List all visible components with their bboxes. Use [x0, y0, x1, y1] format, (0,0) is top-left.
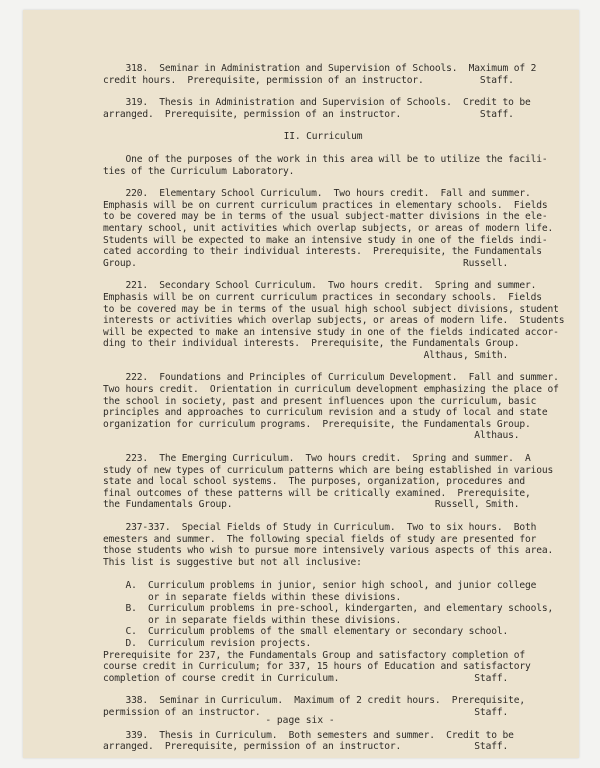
section-intro	[103, 153, 548, 177]
text-line: the Fundamentals Group. Russell, Smith.	[103, 499, 520, 511]
text-line: 221. Secondary School Curriculum. Two hours credit. Spring and summer.	[103, 280, 537, 292]
text-line: One of the purposes of the work in this area will be to utilize the facili-	[103, 153, 548, 165]
list-item: D. Curriculum revision projects.	[103, 637, 312, 649]
text-line: 222. Foundations and Principles of Curriculum Development. Fall and summer.	[103, 372, 559, 384]
text-line: to be covered may be in terms of the usual high school subject divisions, student	[103, 303, 559, 315]
text-line: This list is suggestive but not all inclusive:	[103, 556, 362, 568]
text-line: arranged. Prerequisite, permission of an instructor. Staff.	[103, 108, 514, 120]
text-line: completion of course credit in Curriculum. Staff.	[103, 672, 509, 684]
text-line: ding to their individual interests. Prerequisite, the Fundamentals Group.	[103, 338, 520, 350]
document-page	[23, 10, 579, 758]
text-line: mentary school, unit activities which overlap subjects, or areas of modern life.	[103, 222, 554, 234]
text-line: Two hours credit. Orientation in curriculum development emphasizing the place of	[103, 384, 559, 396]
course-339	[103, 730, 543, 753]
list-item: B. Curriculum problems in pre-school, kindergarten, and elementary schools,	[103, 603, 554, 615]
text-line: will be expected to make an intensive study in one of the fields indicated accor-	[103, 326, 559, 338]
list-item: A. Curriculum problems in junior, senior high school, and junior college	[103, 579, 537, 591]
text-line: arranged. Prerequisite, permission of an instructor. Staff.	[103, 741, 509, 753]
text-line: those students who wish to pursue more intensively various aspects of this area.	[103, 545, 554, 557]
text-line: ties of the Curriculum Laboratory.	[103, 165, 295, 177]
text-line: 318. Seminar in Administration and Supervision of Schools. Maximum of 2	[103, 63, 537, 74]
document-body	[103, 63, 565, 764]
text-line: final outcomes of these patterns will be critically examined. Prerequisite,	[103, 487, 531, 499]
text-line: credit hours. Prerequisite, permission of an instructor. Staff.	[103, 74, 514, 86]
course-221	[103, 280, 565, 361]
text-line: Emphasis will be on current curriculum practices in elementary schools. Fields	[103, 199, 548, 211]
text-line: emesters and summer. The following special fields of study are presented for	[103, 533, 537, 545]
course-222	[103, 372, 559, 442]
text-line: Group. Russell.	[103, 257, 509, 269]
text-line: course credit in Curriculum; for 337, 15 hours of Education and satisfactory	[103, 661, 531, 673]
text-line: 237-337. Special Fields of Study in Curriculum. Two to six hours. Both	[103, 522, 537, 533]
text-line: Althaus, Smith.	[103, 349, 509, 361]
course-223	[103, 453, 554, 511]
text-line: Emphasis will be on current curriculum practices in secondary schools. Fields	[103, 291, 542, 303]
text-line: 223. The Emerging Curriculum. Two hours credit. Spring and summer. A	[103, 453, 531, 465]
text-line: 338. Seminar in Curriculum. Maximum of 2 credit hours. Prerequisite,	[103, 695, 525, 707]
text-line: principles and approaches to curriculum revision and a study of local and state	[103, 407, 548, 419]
course-318	[103, 63, 543, 86]
text-line: study of new types of curriculum patterns which are being established in various	[103, 464, 554, 476]
course-237-337	[103, 522, 554, 684]
section-heading: II. Curriculum	[283, 131, 363, 143]
list-item: C. Curriculum problems of the small elementary or secondary school.	[103, 626, 509, 638]
page-number: - page six -	[265, 715, 335, 726]
list-item: or in separate fields within these divisions.	[103, 591, 402, 603]
text-line: 319. Thesis in Administration and Supervision of Schools. Credit to be	[103, 97, 531, 109]
text-line: organization for curriculum programs. Prerequisite, the Fundamentals Group.	[103, 418, 531, 430]
course-220	[103, 188, 554, 269]
text-line: 220. Elementary School Curriculum. Two hours credit. Fall and summer.	[103, 188, 531, 200]
text-line: interests or activities which overlap subjects, or areas of modern life. Students	[103, 315, 565, 327]
text-line: state and local school systems. The purposes, organization, procedures and	[103, 476, 525, 488]
text-line: the school in society, past and present influences upon the curriculum, basic	[103, 395, 537, 407]
text-line: to be covered may be in terms of the usual subject-matter divisions in the ele-	[103, 211, 548, 223]
text-line: 339. Thesis in Curriculum. Both semesters and summer. Credit to be	[103, 729, 514, 741]
text-line: Students will be expected to make an intensive study in one of the fields indi-	[103, 234, 548, 246]
text-line: permission of an instructor. Staff.	[103, 706, 509, 718]
course-319	[103, 97, 543, 120]
text-line: cated according to their individual interests. Prerequisite, the Fundamentals	[103, 246, 542, 258]
text-line: Althaus.	[103, 430, 520, 442]
text-line: Prerequisite for 237, the Fundamentals Group and satisfactory completion of	[103, 649, 525, 661]
text-line	[103, 568, 543, 580]
list-item: or in separate fields within these divisions.	[103, 614, 402, 626]
